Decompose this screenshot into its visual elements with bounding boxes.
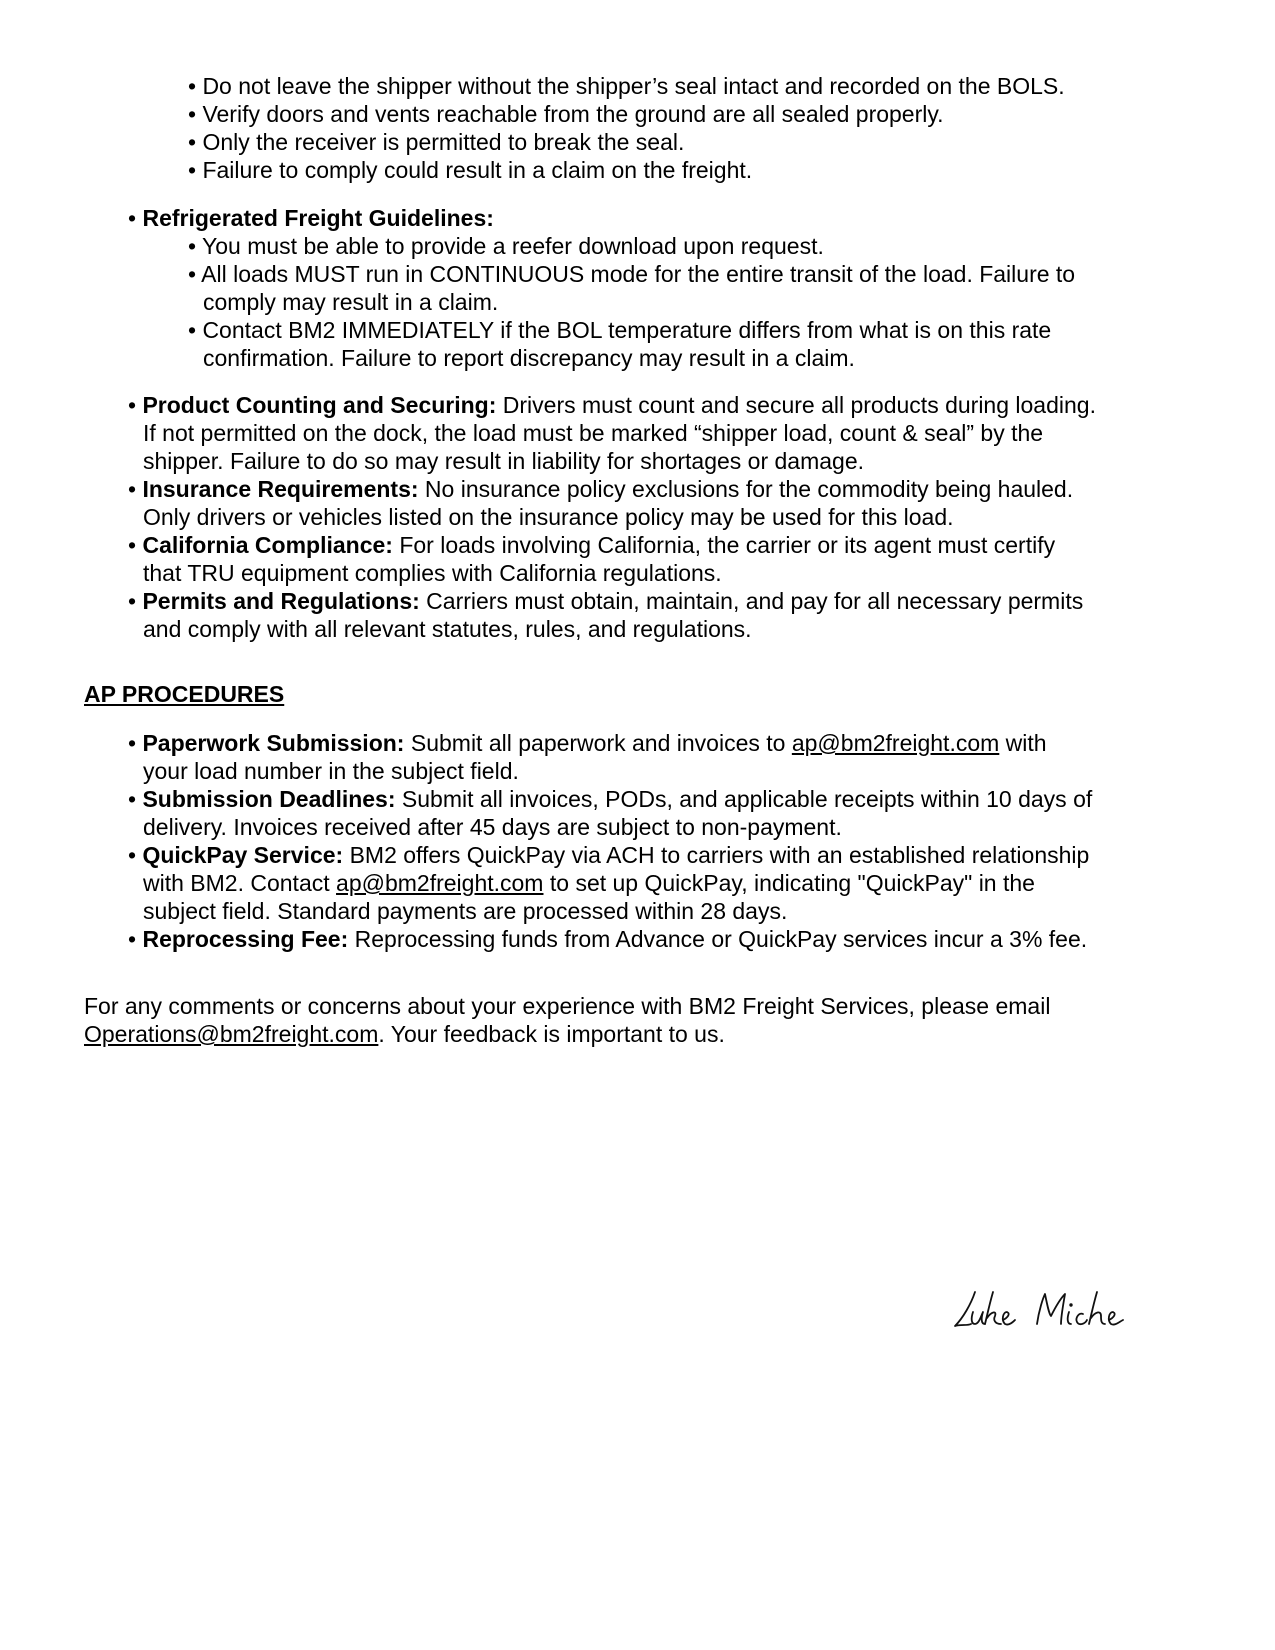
permits-label: Permits and Regulations: bbox=[142, 588, 420, 614]
reefer-item-3-cont: confirmation. Failure to report discrepancy may result in a claim. bbox=[203, 345, 855, 371]
quickpay-email-link[interactable]: ap@bm2freight.com bbox=[336, 870, 544, 896]
california-text: For loads involving California, the carrier or its agent must certify bbox=[392, 532, 1056, 558]
paperwork-label: Paperwork Submission: bbox=[142, 730, 405, 756]
quickpay-text-post: to set up QuickPay, indicating "QuickPay" in the bbox=[543, 870, 1035, 896]
seal-item-4: • Failure to comply could result in a claim on the freight. bbox=[188, 157, 753, 183]
insurance-line-1 bbox=[128, 475, 1073, 503]
insurance-text: No insurance policy exclusions for the commodity being hauled. bbox=[418, 476, 1074, 502]
bullet: • bbox=[128, 842, 143, 868]
bullet: • bbox=[128, 730, 143, 756]
deadlines-text: Submit all invoices, PODs, and applicable receipts within 10 days of bbox=[395, 786, 1093, 812]
quickpay-text-pre: with BM2. Contact bbox=[143, 870, 337, 896]
bullet: • bbox=[128, 205, 143, 231]
permits-line-2: and comply with all relevant statutes, rules, and regulations. bbox=[143, 616, 752, 642]
counting-label: Product Counting and Securing: bbox=[142, 392, 497, 418]
signature-image bbox=[945, 1280, 1135, 1340]
bullet: • bbox=[128, 786, 143, 812]
counting-text: Drivers must count and secure all products during loading. bbox=[496, 392, 1096, 418]
reefer-item-1: • You must be able to provide a reefer download upon request. bbox=[188, 233, 824, 259]
reefer-heading bbox=[128, 204, 494, 232]
california-label: California Compliance: bbox=[142, 532, 393, 558]
deadlines-line-2: delivery. Invoices received after 45 days are subject to non-payment. bbox=[143, 814, 842, 840]
bullet: • bbox=[128, 532, 143, 558]
quickpay-line-1 bbox=[128, 841, 1089, 869]
counting-line-3: shipper. Failure to do so may result in liability for shortages or damage. bbox=[143, 448, 865, 474]
reefer-item-3: • Contact BM2 IMMEDIATELY if the BOL temperature differs from what is on this rate bbox=[188, 317, 1052, 343]
permits-text: Carriers must obtain, maintain, and pay for all necessary permits bbox=[419, 588, 1084, 614]
quickpay-line-2 bbox=[143, 869, 1035, 897]
ap-email-link[interactable]: ap@bm2freight.com bbox=[791, 730, 1000, 756]
footer-line-2 bbox=[84, 1020, 725, 1048]
seal-item-3: • Only the receiver is permitted to break the seal. bbox=[188, 129, 685, 155]
reefer-item-2-cont: comply may result in a claim. bbox=[203, 289, 499, 315]
permits-line-1 bbox=[128, 587, 1083, 615]
paperwork-text: Submit all paperwork and invoices to bbox=[404, 730, 792, 756]
operations-email-link[interactable]: Operations@bm2freight.com bbox=[84, 1021, 379, 1047]
deadlines-label: Submission Deadlines: bbox=[142, 786, 396, 812]
counting-line-1 bbox=[128, 391, 1096, 419]
quickpay-line-3: subject field. Standard payments are processed within 28 days. bbox=[143, 898, 788, 924]
bullet: • bbox=[128, 588, 143, 614]
deadlines-line-1 bbox=[128, 785, 1092, 813]
paperwork-line-2: your load number in the subject field. bbox=[143, 758, 519, 784]
bullet: • bbox=[128, 476, 143, 502]
bullet: • bbox=[128, 926, 143, 952]
footer-line-1: For any comments or concerns about your experience with BM2 Freight Services, please email bbox=[84, 993, 1051, 1019]
reefer-item-2: • All loads MUST run in CONTINUOUS mode for the entire transit of the load. Failure to bbox=[188, 261, 1076, 287]
insurance-line-2: Only drivers or vehicles listed on the insurance policy may be used for this load. bbox=[143, 504, 954, 530]
footer-text-post: . Your feedback is important to us. bbox=[378, 1021, 725, 1047]
seal-item-1: • Do not leave the shipper without the shipper’s seal intact and recorded on the BOLS. bbox=[188, 73, 1065, 99]
quickpay-text: BM2 offers QuickPay via ACH to carriers with an established relationship bbox=[343, 842, 1090, 868]
reefer-heading-label: Refrigerated Freight Guidelines: bbox=[142, 205, 494, 231]
counting-line-2: If not permitted on the dock, the load must be marked “shipper load, count & seal” by the bbox=[143, 420, 1044, 446]
reprocessing-label: Reprocessing Fee: bbox=[142, 926, 349, 952]
reprocessing-text: Reprocessing funds from Advance or QuickPay services incur a 3% fee. bbox=[348, 926, 1088, 952]
reprocessing-line bbox=[128, 925, 1087, 953]
seal-item-2: • Verify doors and vents reachable from the ground are all sealed properly. bbox=[188, 101, 944, 127]
california-line-1 bbox=[128, 531, 1055, 559]
bullet: • bbox=[128, 392, 143, 418]
paperwork-text-post: with bbox=[999, 730, 1047, 756]
quickpay-label: QuickPay Service: bbox=[142, 842, 344, 868]
paperwork-line-1 bbox=[128, 729, 1047, 757]
california-line-2: that TRU equipment complies with California regulations. bbox=[143, 560, 722, 586]
insurance-label: Insurance Requirements: bbox=[142, 476, 419, 502]
ap-procedures-heading: AP PROCEDURES bbox=[84, 681, 285, 707]
